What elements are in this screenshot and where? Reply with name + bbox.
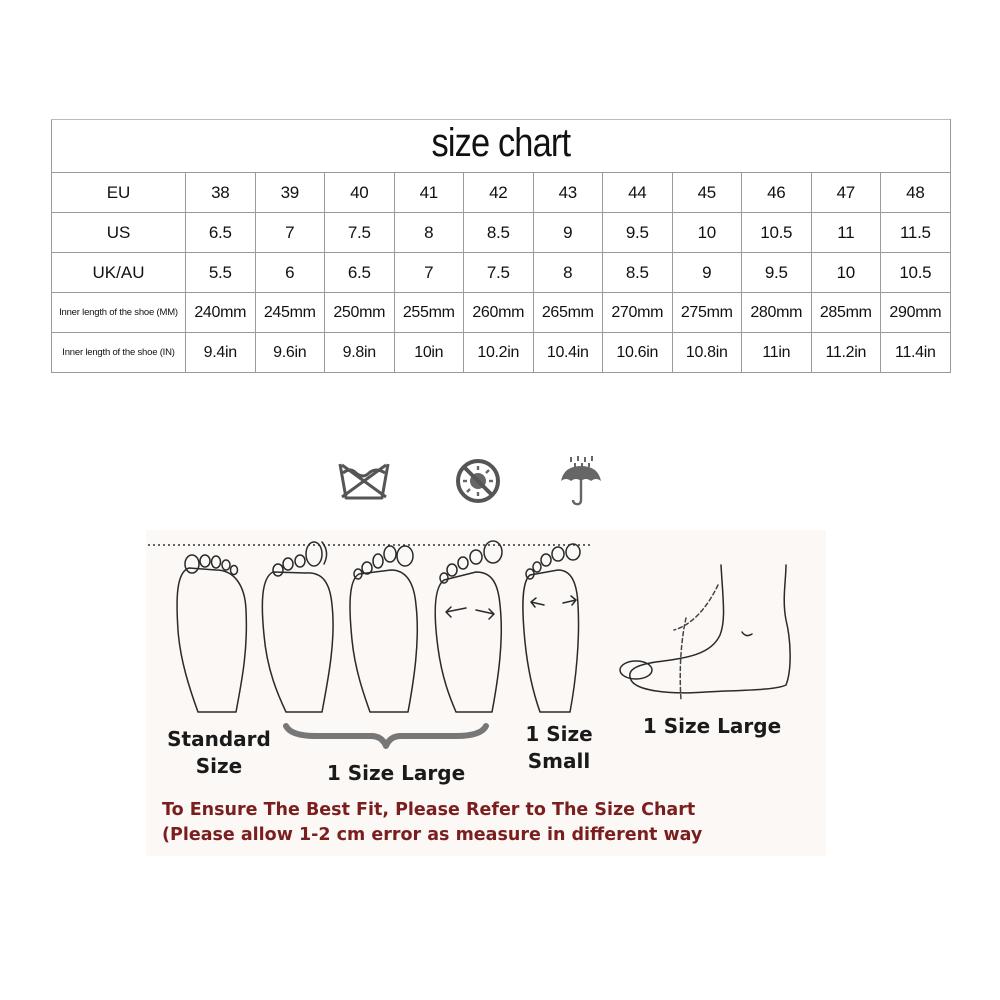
- table-cell: 11.5: [881, 213, 951, 253]
- row-label-eu: EU: [52, 173, 186, 213]
- table-cell: 41: [394, 173, 464, 213]
- table-cell: 10: [672, 213, 742, 253]
- table-row-length-in: [52, 333, 951, 373]
- best-fit-note: To Ensure The Best Fit, Please Refer to The Size Chart: [162, 800, 696, 820]
- table-cell: 7: [394, 253, 464, 293]
- table-cell: 7: [255, 213, 325, 253]
- table-cell: 280mm: [742, 293, 812, 333]
- standard-foot-icon: [177, 555, 246, 712]
- table-cell: 5.5: [186, 253, 256, 293]
- one-size-small-label: [504, 721, 614, 775]
- table-cell: 11: [811, 213, 881, 253]
- one-size-large-group-label: 1 Size Large: [326, 761, 466, 785]
- table-cell: 8.5: [603, 253, 673, 293]
- table-cell: 10.4in: [533, 333, 603, 373]
- fit-guide-panel: [146, 530, 826, 856]
- table-cell: 42: [464, 173, 534, 213]
- table-cell: 10.6in: [603, 333, 673, 373]
- table-cell: 48: [881, 173, 951, 213]
- table-cell: 9.5: [742, 253, 812, 293]
- table-cell: 250mm: [325, 293, 395, 333]
- table-cell: 275mm: [672, 293, 742, 333]
- table-row-eu: [52, 173, 951, 213]
- row-label-us: US: [52, 213, 186, 253]
- table-cell: 8: [533, 253, 603, 293]
- table-cell: 45: [672, 173, 742, 213]
- table-cell: 255mm: [394, 293, 464, 333]
- table-cell: 245mm: [255, 293, 325, 333]
- table-cell: 9.6in: [255, 333, 325, 373]
- row-label-length-in: Inner length of the shoe (IN): [52, 333, 186, 373]
- table-cell: 10.5: [742, 213, 812, 253]
- do-not-wash-icon: [336, 459, 392, 503]
- large-group-brace: [286, 726, 486, 746]
- one-size-small-line1: 1 Size: [525, 722, 593, 746]
- table-cell: 240mm: [186, 293, 256, 333]
- table-cell: 47: [811, 173, 881, 213]
- row-label-uk-au: UK/AU: [52, 253, 186, 293]
- table-title-row: [52, 120, 951, 173]
- table-cell: 44: [603, 173, 673, 213]
- side-foot-icon: [620, 565, 790, 700]
- table-cell: 9: [672, 253, 742, 293]
- table-cell: 43: [533, 173, 603, 213]
- table-cell: 8.5: [464, 213, 534, 253]
- table-cell: 6.5: [186, 213, 256, 253]
- table-cell: 40: [325, 173, 395, 213]
- table-cell: 38: [186, 173, 256, 213]
- table-cell: 9.5: [603, 213, 673, 253]
- large-foot-1-icon: [262, 542, 333, 712]
- no-sun-icon: [452, 457, 504, 505]
- standard-size-line2: Size: [195, 754, 243, 778]
- table-cell: 260mm: [464, 293, 534, 333]
- table-cell: 8: [394, 213, 464, 253]
- table-cell: 10in: [394, 333, 464, 373]
- table-cell: 9: [533, 213, 603, 253]
- table-cell: 11in: [742, 333, 812, 373]
- standard-size-label: [154, 726, 284, 780]
- size-chart-table: [51, 119, 951, 373]
- one-size-large-side-label: 1 Size Large: [642, 714, 782, 738]
- table-cell: 7.5: [464, 253, 534, 293]
- large-foot-3-icon: [435, 541, 502, 712]
- table-cell: 10.8in: [672, 333, 742, 373]
- table-cell: 285mm: [811, 293, 881, 333]
- table-cell: 46: [742, 173, 812, 213]
- size-chart-title: size chart: [431, 121, 571, 165]
- table-row-length-mm: [52, 293, 951, 333]
- rain-umbrella-icon: [558, 455, 604, 507]
- table-cell: 9.8in: [325, 333, 395, 373]
- table-cell: 11.4in: [881, 333, 951, 373]
- measurement-error-note: (Please allow 1-2 cm error as measure in different way: [162, 825, 703, 845]
- table-cell: 265mm: [533, 293, 603, 333]
- table-cell: 11.2in: [811, 333, 881, 373]
- one-size-small-line2: Small: [527, 749, 591, 773]
- table-cell: 6.5: [325, 253, 395, 293]
- table-row-us: [52, 213, 951, 253]
- table-cell: 9.4in: [186, 333, 256, 373]
- table-cell: 39: [255, 173, 325, 213]
- table-cell: 6: [255, 253, 325, 293]
- table-row-uk-au: [52, 253, 951, 293]
- small-foot-icon: [523, 544, 580, 712]
- table-cell: 10: [811, 253, 881, 293]
- standard-size-line1: Standard: [167, 727, 271, 751]
- table-cell: 290mm: [881, 293, 951, 333]
- table-cell: 7.5: [325, 213, 395, 253]
- row-label-length-mm: Inner length of the shoe (MM): [52, 293, 186, 333]
- large-foot-2-icon: [350, 546, 417, 712]
- table-cell: 10.2in: [464, 333, 534, 373]
- table-cell: 10.5: [881, 253, 951, 293]
- table-cell: 270mm: [603, 293, 673, 333]
